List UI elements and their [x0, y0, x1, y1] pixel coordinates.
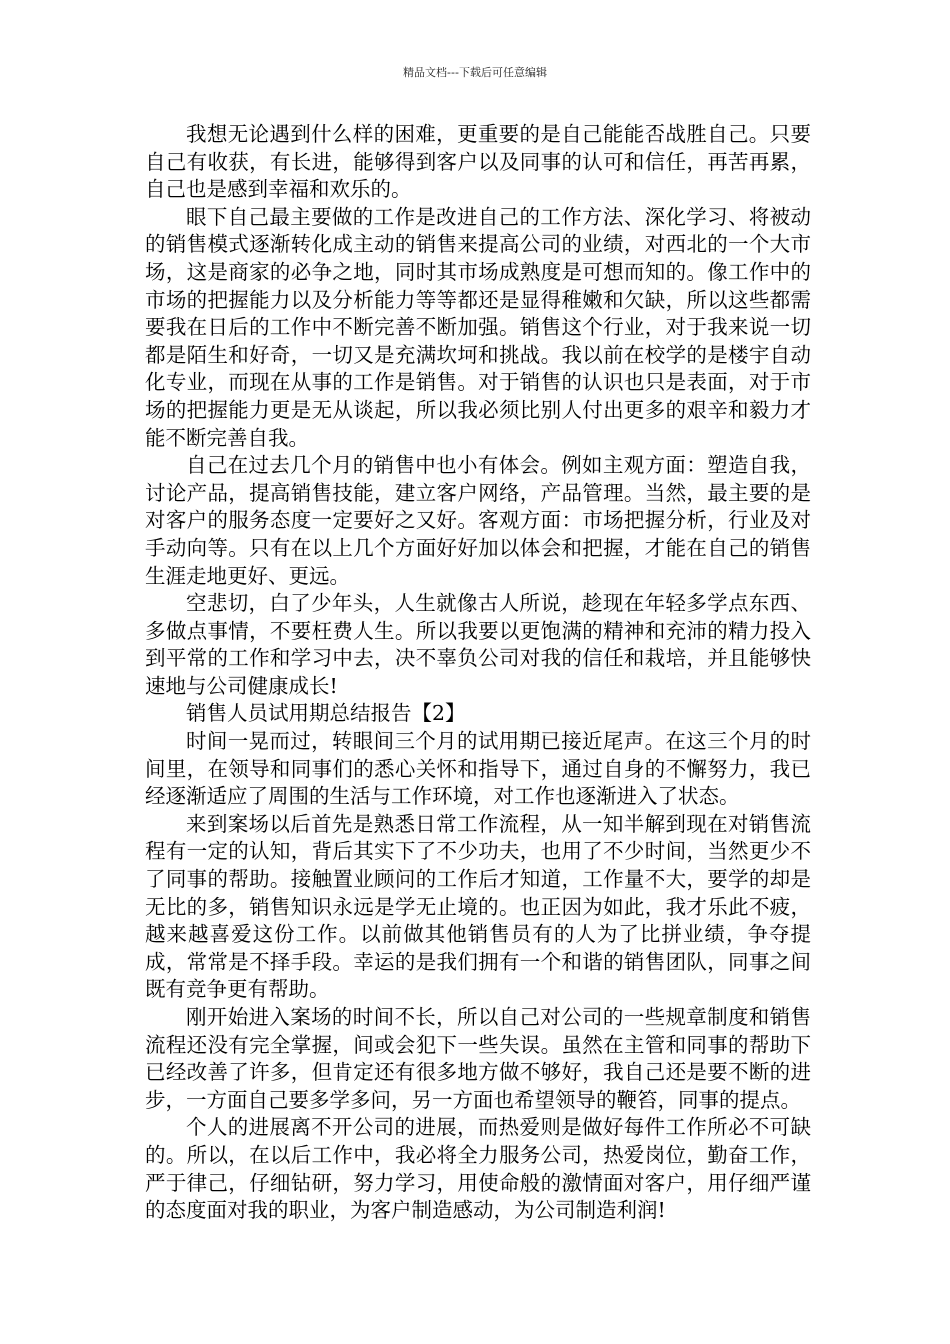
paragraph-8: 个人的进展离不开公司的进展，而热爱则是做好每件工作所必不可缺的。所以，在以后工作中，我必将全力服务公司，热爱岗位，勤奋工作，严于律己，仔细钻研，努力学习，用使命般的激情面对客户，用仔细严谨的态度面对我的职业，为客户制造感动，为公司制造利润!	[145, 1115, 811, 1223]
paragraph-6: 来到案场以后首先是熟悉日常工作流程，从一知半解到现在对销售流程有一定的认知，背后其实下了不少功夫，也用了不少时间，当然更少不了同事的帮助。接触置业顾问的工作后才知道，工作量不大，要学的却是无比的多，销售知识永远是学无止境的。也正因为如此，我才乐此不疲，越来越喜爱这份工作。以前做其他销售员有的人为了比拼业绩，争夺提成，常常是不择手段。幸运的是我们拥有一个和谐的销售团队，同事之间既有竞争更有帮助。	[145, 811, 811, 1002]
document-body	[145, 121, 811, 1225]
paragraph-2: 眼下自己最主要做的工作是改进自己的工作方法、深化学习、将被动的销售模式逐渐转化成主动的销售来提高公司的业绩，对西北的一个大市场，这是商家的必争之地，同时其市场成熟度是可想而知的。像工作中的市场的把握能力以及分析能力等等都还是显得稚嫩和欠缺，所以这些都需要我在日后的工作中不断完善不断加强。销售这个行业，对于我来说一切都是陌生和好奇，一切又是充满坎坷和挑战。我以前在校学的是楼宇自动化专业，而现在从事的工作是销售。对于销售的认识也只是表面，对于市场的把握能力更是无从谈起，所以我必须比别人付出更多的艰辛和毅力才能不断完善自我。	[145, 204, 811, 450]
paragraph-5: 时间一晃而过，转眼间三个月的试用期已接近尾声。在这三个月的时间里，在领导和同事们的悉心关怀和指导下，通过自身的不懈努力，我已经逐渐适应了周围的生活与工作环境，对工作也逐渐进入了状态。	[145, 729, 811, 809]
section-heading: 销售人员试用期总结报告【2】	[186, 701, 466, 726]
paragraph-3: 自己在过去几个月的销售中也小有体会。例如主观方面：塑造自我，讨论产品，提高销售技能，建立客户网络，产品管理。当然，最主要的是对客户的服务态度一定要好之又好。客观方面：市场把握分析，行业及对手动向等。只有在以上几个方面好好加以体会和把握，才能在自己的销售生涯走地更好、更远。	[145, 453, 811, 588]
page-header: 精品文档---下载后可任意编辑	[403, 66, 547, 79]
paragraph-1: 我想无论遇到什么样的困难，更重要的是自己能能否战胜自己。只要自己有收获，有长进，能够得到客户以及同事的认可和信任，再苦再累，自己也是感到幸福和欢乐的。	[145, 122, 811, 202]
paragraph-4: 空悲切，白了少年头，人生就像古人所说，趁现在年轻多学点东西、多做点事情，不要枉费人生。所以我要以更饱满的精神和充沛的精力投入到平常的工作和学习中去，决不辜负公司对我的信任和栽培，并且能够快速地与公司健康成长!	[145, 591, 811, 698]
paragraph-7: 刚开始进入案场的时间不长，所以自己对公司的一些规章制度和销售流程还没有完全掌握，间或会犯下一些失误。虽然在主管和同事的帮助下已经改善了许多，但肯定还有很多地方做不够好，我自己还是要不断的进步，一方面自己要多学多问，另一方面也希望领导的鞭笞，同事的提点。	[145, 1005, 811, 1112]
